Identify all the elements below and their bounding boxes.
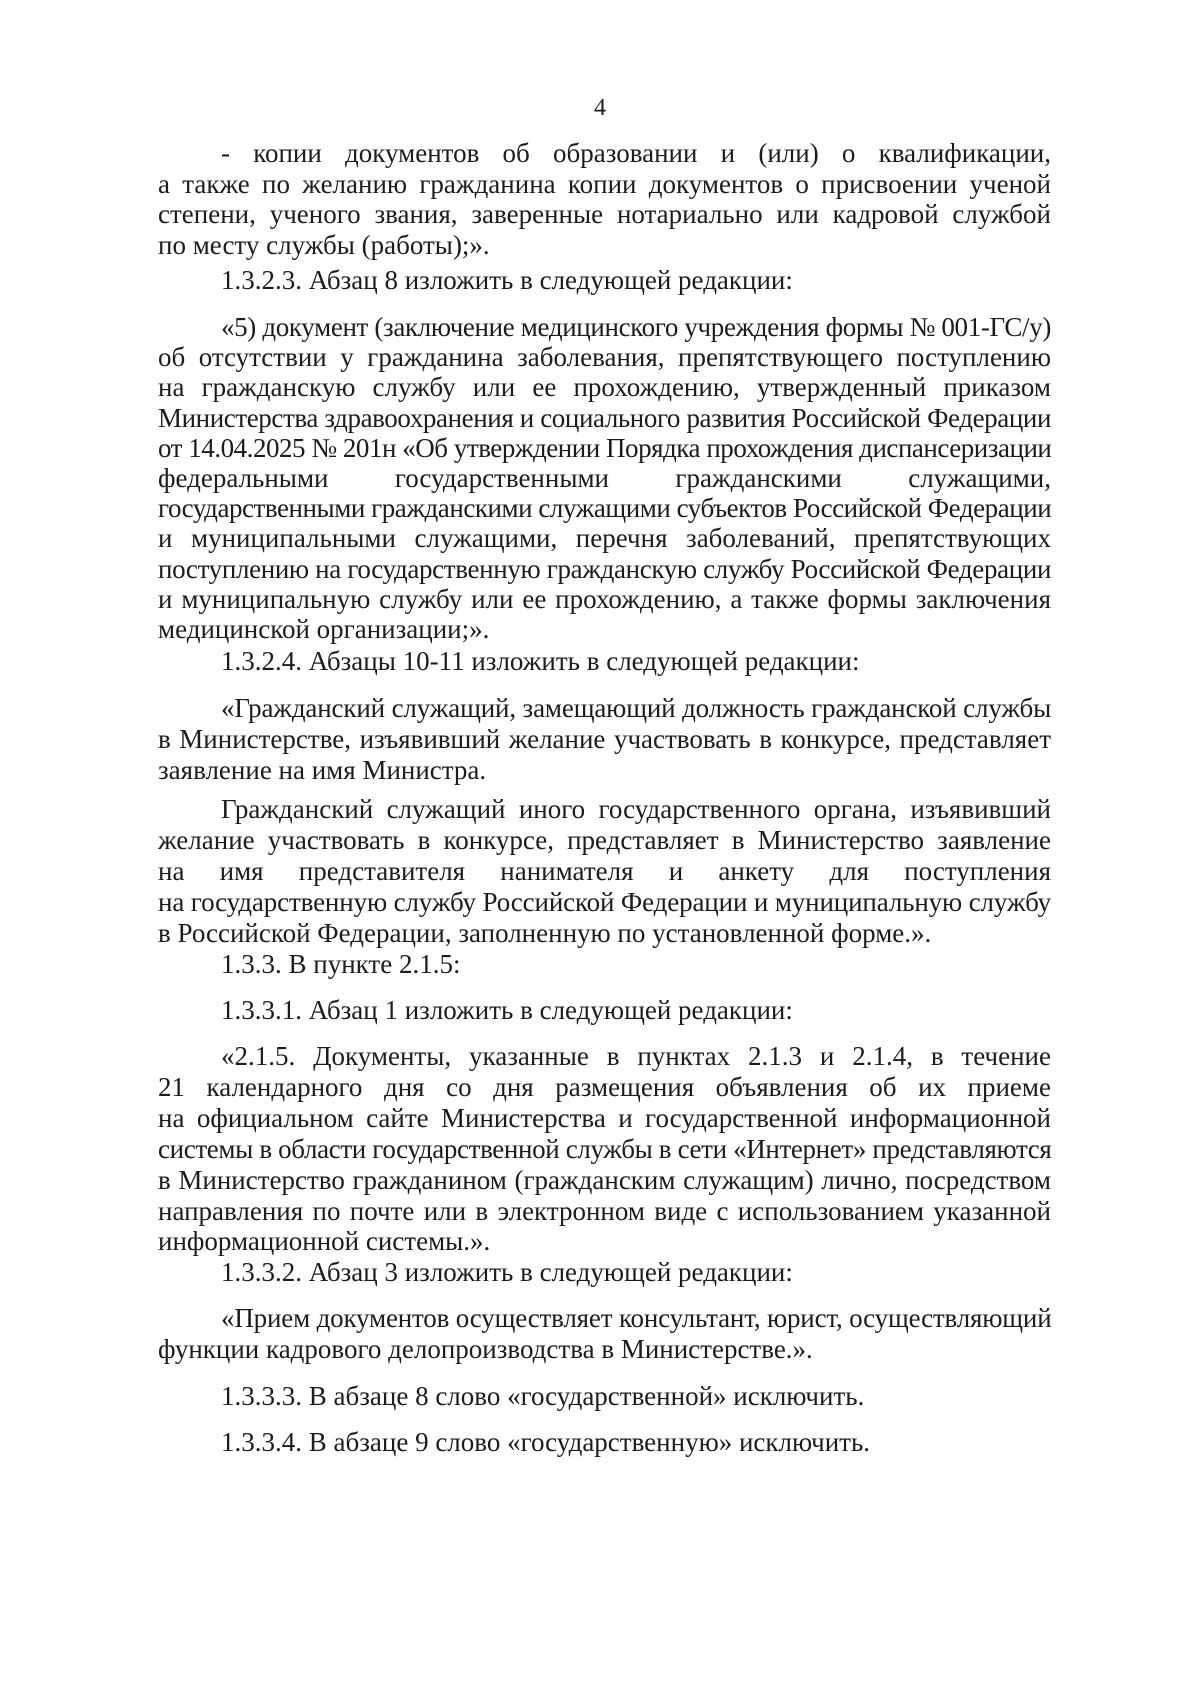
text-line: функции кадрового делопроизводства в Министерстве.». <box>158 1334 813 1364</box>
text-line: «Прием документов осуществляет консультант, юрист, осуществляющий <box>221 1303 1052 1333</box>
text-line: федеральными государственными гражданскими служащими, <box>158 463 1051 493</box>
text-line: от 14.04.2025 № 201н «Об утверждении Порядка прохождения диспансеризации <box>158 433 1052 463</box>
text-line: 1.3.3.2. Абзац 3 изложить в следующей редакции: <box>221 1257 793 1287</box>
text-line: «2.1.5. Документы, указанные в пунктах 2.1.3 и 2.1.4, в течение <box>221 1041 1051 1071</box>
text-line: в Министерство гражданином (гражданским служащим) лично, посредством <box>158 1165 1051 1195</box>
text-line: 1.3.3. В пункте 2.1.5: <box>221 949 461 979</box>
text-line: государственными гражданскими служащими субъектов Российской Федерации <box>158 493 1052 523</box>
text-line: заявление на имя Министра. <box>158 755 487 785</box>
text-line: Министерства здравоохранения и социального развития Российской Федерации <box>158 403 1051 433</box>
text-line: на гражданскую службу или ее прохождению, утвержденный приказом <box>158 372 1051 402</box>
text-line: в Российской Федерации, заполненную по установленной форме.». <box>158 918 932 948</box>
text-line: «Гражданский служащий, замещающий должность гражданской службы <box>221 693 1052 723</box>
text-line: «5) документ (заключение медицинского учреждения формы № 001-ГС/у) <box>221 312 1051 342</box>
text-line: - копии документов об образовании и (или) о квалификации, <box>221 138 1051 168</box>
text-line: об отсутствии у гражданина заболевания, препятствующего поступлению <box>158 342 1051 372</box>
text-line: степени, ученого звания, заверенные нотариально или кадровой службой <box>158 199 1051 229</box>
text-line: и муниципальными служащими, перечня заболеваний, препятствующих <box>158 523 1051 553</box>
text-line: 21 календарного дня со дня размещения объявления об их приеме <box>158 1072 1051 1102</box>
text-line: информационной системы.». <box>158 1226 491 1256</box>
text-line: на официальном сайте Министерства и государственной информационной <box>158 1103 1051 1133</box>
text-line: а также по желанию гражданина копии документов о присвоении ученой <box>158 169 1051 199</box>
text-line: медицинской организации;». <box>158 614 490 644</box>
text-line: и муниципальную службу или ее прохождению, а также формы заключения <box>158 584 1051 614</box>
text-line: на имя представителя нанимателя и анкету для поступления <box>158 856 1051 886</box>
text-line: 1.3.2.4. Абзацы 10-11 изложить в следующей редакции: <box>221 646 860 676</box>
text-line: 1.3.3.1. Абзац 1 изложить в следующей редакции: <box>221 995 793 1025</box>
text-line: по месту службы (работы);». <box>158 230 490 260</box>
text-line: поступлению на государственную гражданскую службу Российской Федерации <box>158 554 1052 584</box>
text-line: 1.3.3.4. В абзаце 9 слово «государственную» исключить. <box>221 1427 871 1457</box>
text-line: системы в области государственной службы в сети «Интернет» представляются <box>158 1134 1052 1164</box>
text-line: на государственную службу Российской Федерации и муниципальную службу <box>158 887 1052 917</box>
text-line: Гражданский служащий иного государственного органа, изъявивший <box>221 794 1051 824</box>
text-line: направления по почте или в электронном виде с использованием указанной <box>158 1196 1051 1226</box>
page-number: 4 <box>594 95 606 121</box>
text-line: желание участвовать в конкурсе, представляет в Министерство заявление <box>158 825 1051 855</box>
text-line: 1.3.2.3. Абзац 8 изложить в следующей редакции: <box>221 265 793 295</box>
text-line: 1.3.3.3. В абзаце 8 слово «государственной» исключить. <box>221 1381 865 1411</box>
text-line: в Министерстве, изъявивший желание участвовать в конкурсе, представляет <box>158 724 1051 754</box>
